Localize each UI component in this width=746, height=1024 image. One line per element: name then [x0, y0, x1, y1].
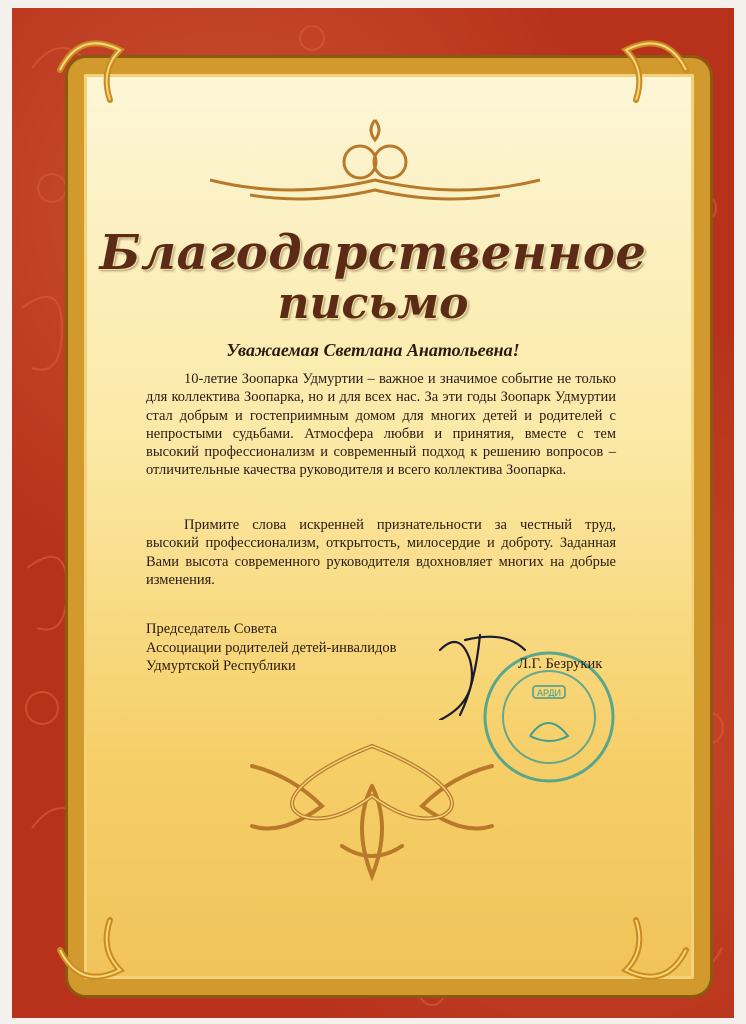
- title-line-2: письмо: [277, 278, 469, 329]
- stamp-text: АРДИ: [537, 688, 561, 698]
- title-line-1: Благодарственное: [99, 225, 647, 281]
- signatory-line: Удмуртской Республики: [146, 658, 296, 674]
- top-flourish-ornament-icon: [190, 110, 560, 220]
- body-paragraph: 10-летие Зоопарка Удмуртии – важное и значимое событие не только для коллектива Зоопарка, но и для всех нас. За эти годы Зоопарк Удмуртии стал добрым и гостеприимным домом для многих детей и родителей с непростыми судьбами. Атмосфера любви и принятия, вместе с тем высокий профессионализм и современный подход к решению вопросов – отличительные качества руководителя и всего коллектива Зоопарка.: [146, 371, 616, 479]
- bottom-knot-ornament-icon: [232, 726, 512, 906]
- signatory-line: Ассоциации родителей детей-инвалидов: [146, 639, 397, 656]
- signatory-name: Л.Г. Безрукик: [518, 656, 603, 672]
- signatory-title: [146, 620, 446, 676]
- body-paragraph: Примите слова искренней признательности за честный труд, высокий профессионализм, открытость, милосердие и доброту. Заданная Вами высота современного руководителя вдохновляет многих на добрые изменения.: [146, 517, 616, 588]
- greeting: Уважаемая Светлана Анатольевна!: [226, 340, 520, 360]
- signatory-line: Председатель Совета: [146, 621, 277, 637]
